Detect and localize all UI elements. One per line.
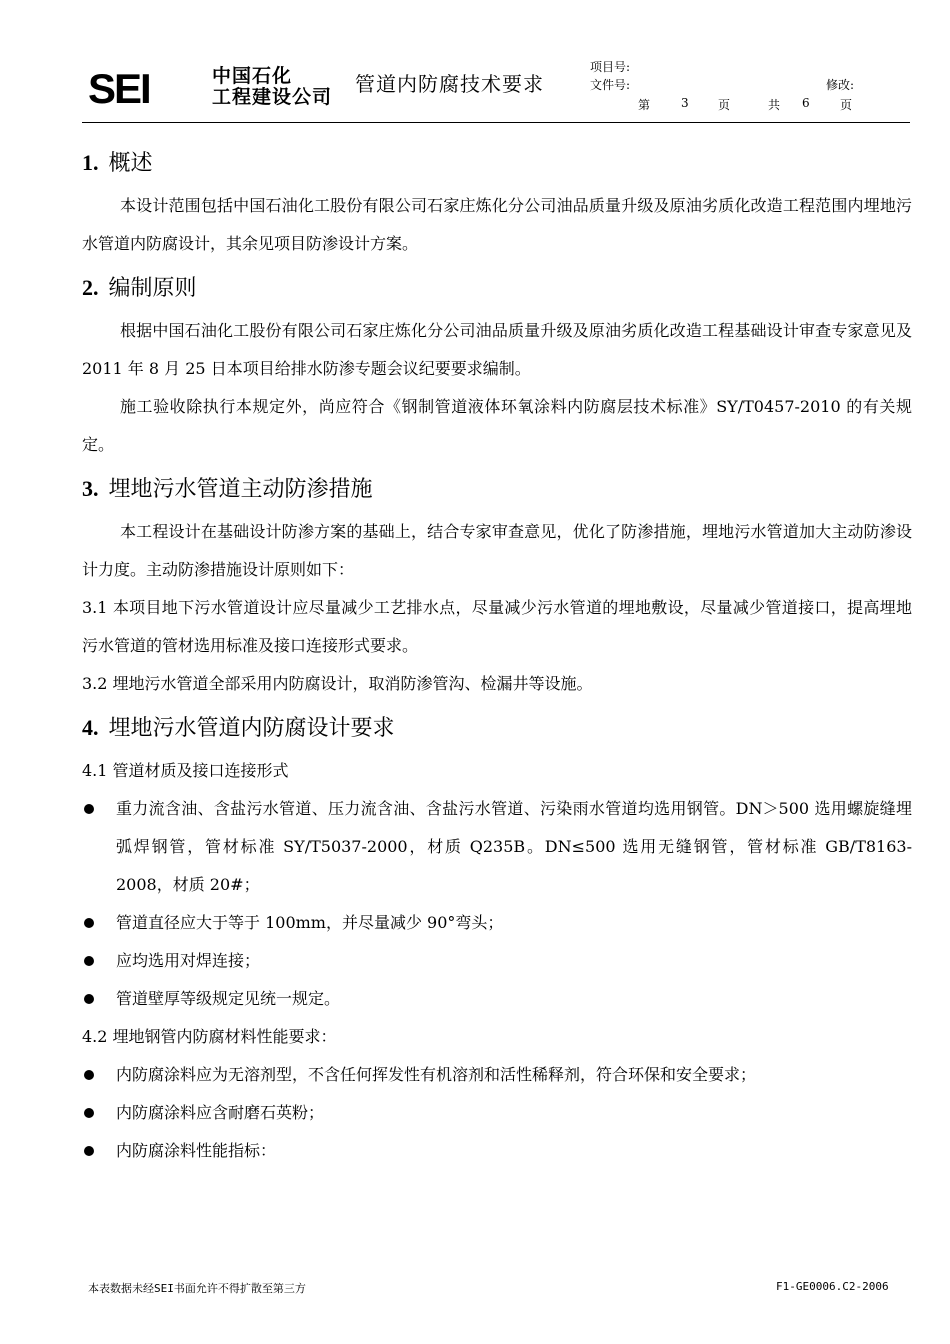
section-number: 3.: [82, 476, 99, 501]
paragraph: 3.1 本项目地下污水管道设计应尽量减少工艺排水点，尽量减少污水管道的埋地敷设，尽量减少管道接口，提高埋地污水管道的管材选用标准及接口连接形式要求。: [82, 598, 912, 655]
section-1-heading: [82, 146, 912, 181]
logo-line-2: 工程建设公司: [212, 86, 333, 108]
bullet-text: 重力流含油、含盐污水管道、压力流含油、含盐污水管道、污染雨水管道均选用钢管。DN＞500 选用螺旋缝埋弧焊钢管，管材标准 SY/T5037-2000，材质 Q235B。DN≤500 选用无缝钢管，管材标准 GB/T8163-2008，材质 20#；: [116, 799, 912, 894]
logo-company-name: [212, 66, 332, 108]
file-no-label: 文件号:: [590, 78, 631, 92]
sei-logo: [88, 66, 206, 108]
bullet-text: 管道直径应大于等于 100mm，并尽量减少 90°弯头；: [116, 913, 504, 932]
revision-label: 修改:: [826, 78, 855, 92]
page-current: 3: [681, 96, 689, 110]
section-number: 1.: [82, 150, 99, 175]
document-body: [82, 138, 912, 1170]
bullet-dot-icon: [84, 956, 94, 966]
bullet-dot-icon: [84, 994, 94, 1004]
section-number: 4.: [82, 715, 99, 740]
document-title: 管道内防腐技术要求: [355, 72, 544, 96]
page-label-gong: 共: [768, 98, 781, 112]
bullet-item: [82, 1056, 912, 1094]
paragraph: 3.2 埋地污水管道全部采用内防腐设计，取消防渗管沟、检漏井等设施。: [82, 674, 593, 693]
bullet-item: [82, 1132, 912, 1170]
bullet-text: 管道壁厚等级规定见统一规定。: [116, 989, 341, 1008]
bullet-dot-icon: [84, 918, 94, 928]
page-label-di: 第: [638, 98, 651, 112]
page-total: 6: [802, 96, 810, 110]
bullet-item: [82, 790, 912, 904]
paragraph: 本工程设计在基础设计防渗方案的基础上，结合专家审查意见，优化了防渗措施，埋地污水管道加大主动防渗设计力度。主动防渗措施设计原则如下：: [82, 522, 912, 579]
section-title: 埋地污水管道内防腐设计要求: [108, 716, 395, 741]
bullet-text: 内防腐涂料性能指标：: [116, 1141, 277, 1160]
section-number: 2.: [82, 275, 99, 300]
bullet-item: [82, 980, 912, 1018]
page-label-ye-total: 页: [840, 98, 853, 112]
section-title: 埋地污水管道主动防渗措施: [108, 477, 373, 502]
footer-form-code: F1-GE0006.C2-2006: [776, 1280, 889, 1293]
section-4-heading: [82, 711, 912, 746]
paragraph: 本设计范围包括中国石油化工股份有限公司石家庄炼化分公司油品质量升级及原油劣质化改造工程范围内埋地污水管道内防腐设计，其余见项目防渗设计方案。: [82, 196, 912, 253]
section-3-heading: [82, 472, 912, 507]
bullet-item: [82, 904, 912, 942]
bullet-item: [82, 1094, 912, 1132]
logo-line-1: 中国石化: [212, 65, 293, 87]
bullet-text: 应均选用对焊连接；: [116, 951, 261, 970]
bullet-text: 内防腐涂料应含耐磨石英粉；: [116, 1103, 325, 1122]
section-2-heading: [82, 271, 912, 306]
bullet-dot-icon: [84, 1108, 94, 1118]
bullet-item: [82, 942, 912, 980]
bullet-dot-icon: [84, 804, 94, 814]
section-title: 编制原则: [108, 276, 197, 301]
paragraph: 根据中国石油化工股份有限公司石家庄炼化分公司油品质量升级及原油劣质化改造工程基础设计审查专家意见及 2011 年 8 月 25 日本项目给排水防渗专题会议纪要要求编制。: [82, 321, 912, 378]
logo-mark-text: SEI: [88, 66, 150, 108]
page-header: [0, 0, 950, 130]
header-divider: [82, 122, 910, 123]
subsection-heading: 4.1 管道材质及接口连接形式: [82, 761, 289, 780]
bullet-dot-icon: [84, 1070, 94, 1080]
section-title: 概述: [108, 151, 153, 176]
project-no-label: 项目号:: [590, 60, 631, 74]
bullet-dot-icon: [84, 1146, 94, 1156]
footer-disclaimer: 本表数据未经SEI书面允许不得扩散至第三方: [88, 1282, 306, 1295]
page-label-ye: 页: [718, 98, 731, 112]
paragraph: 施工验收除执行本规定外，尚应符合《钢制管道液体环氧涂料内防腐层技术标准》SY/T0457-2010 的有关规定。: [82, 397, 912, 454]
subsection-heading: 4.2 埋地钢管内防腐材料性能要求：: [82, 1027, 337, 1046]
bullet-text: 内防腐涂料应为无溶剂型，不含任何挥发性有机溶剂和活性稀释剂，符合环保和安全要求；: [116, 1065, 757, 1084]
